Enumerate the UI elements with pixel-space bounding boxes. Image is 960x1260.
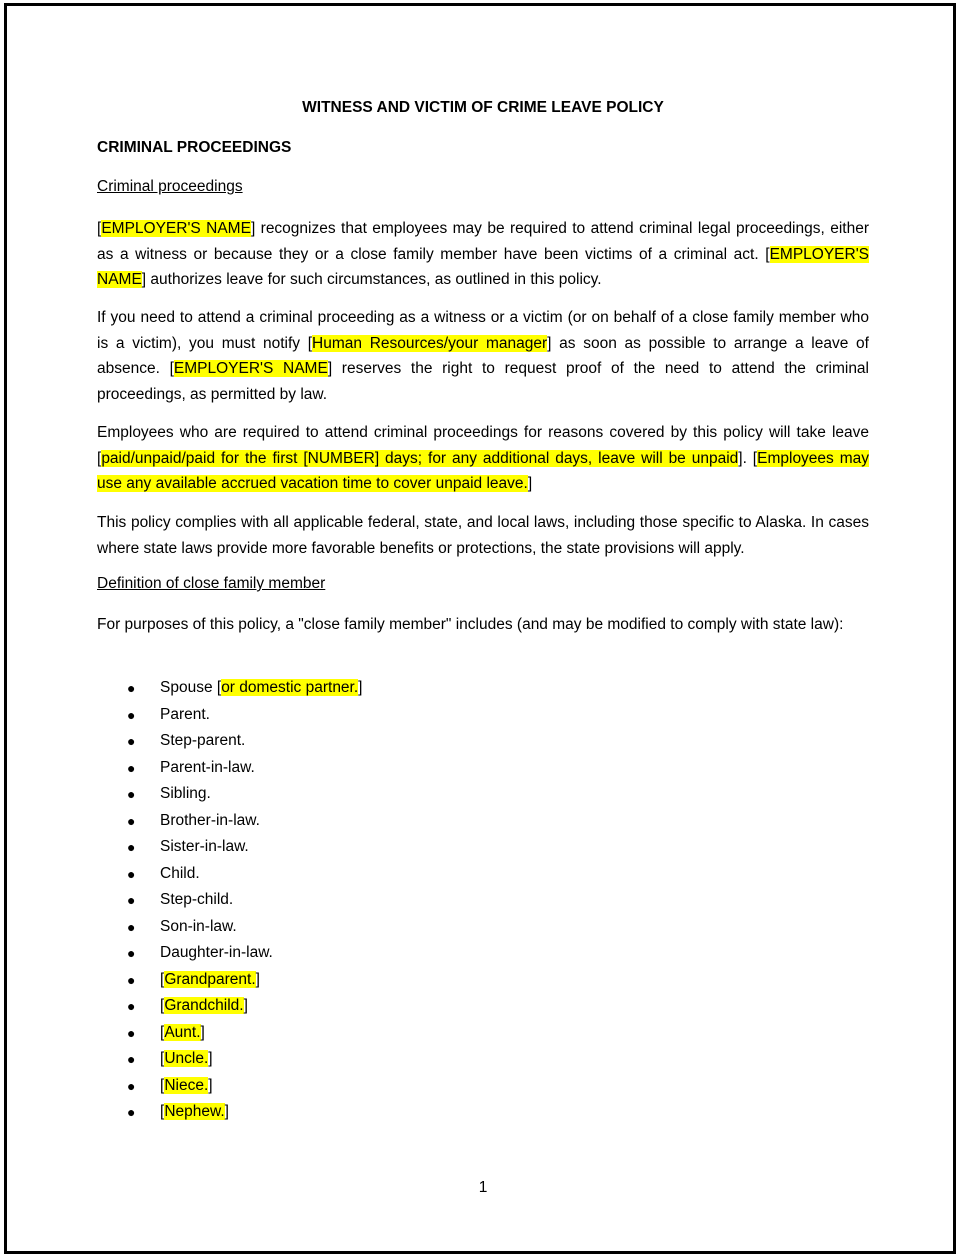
bullet-icon: ● bbox=[127, 812, 136, 829]
p1-text-c: ] recognizes that employees may be required to attend criminal legal proceedings, either as a witness or because they or a close family member have been victims of a criminal act. [ bbox=[97, 220, 869, 263]
p1-text-e: ] authorizes leave for such circumstances, as outlined in this policy. bbox=[141, 271, 602, 288]
p2-placeholder-employer-name: EMPLOYER'S NAME bbox=[173, 360, 328, 377]
page-number: 1 bbox=[478, 1179, 488, 1196]
list-item-text: Daughter-in-law. bbox=[160, 944, 273, 961]
paragraph-3 bbox=[97, 420, 869, 497]
list-item-placeholder: Uncle. bbox=[164, 1050, 209, 1067]
p3-placeholder-vacation: Employees may use any available accrued vacation time to cover unpaid leave. bbox=[97, 449, 869, 492]
list-item-text: Brother-in-law. bbox=[160, 811, 260, 829]
list-item bbox=[127, 1046, 362, 1073]
list-item-text: [ bbox=[160, 997, 165, 1014]
bullet-icon: ● bbox=[127, 1077, 136, 1094]
list-item bbox=[127, 781, 362, 808]
list-item-bracket: ] bbox=[358, 679, 363, 696]
list-item-text: Child. bbox=[160, 864, 200, 882]
p3-text-a: Employees who are required to attend criminal proceedings for reasons covered by this policy will take leave [ bbox=[97, 424, 869, 467]
p2-text-c: ] as soon as possible to arrange a leave of absence. [ bbox=[97, 334, 869, 377]
list-item bbox=[127, 728, 362, 755]
p2-text-a: If you need to attend a criminal proceeding as a witness or a victim (or on behalf of a close family member who is a victim), you must notify [ bbox=[97, 309, 869, 352]
bullet-icon: ● bbox=[127, 759, 136, 776]
bullet-icon: ● bbox=[127, 1051, 136, 1067]
bullet-icon: ● bbox=[127, 786, 136, 802]
p1-placeholder-employer-name-2: EMPLOYER'S NAME bbox=[97, 245, 869, 288]
bullet-icon: ● bbox=[127, 1104, 136, 1120]
list-item bbox=[127, 702, 362, 729]
list-item-text: [ bbox=[160, 1103, 165, 1120]
bullet-icon: ● bbox=[127, 1024, 136, 1041]
list-item-bracket: ] bbox=[243, 997, 248, 1014]
list-item-text: Parent-in-law. bbox=[160, 758, 255, 776]
p1-text-a: [ bbox=[97, 220, 102, 237]
list-item bbox=[127, 808, 362, 835]
list-item-bracket: ] bbox=[208, 1076, 213, 1094]
list-item-text: Son-in-law. bbox=[160, 917, 237, 935]
bullet-icon: ● bbox=[127, 680, 136, 696]
list-item-bracket: ] bbox=[224, 1103, 229, 1120]
document-page bbox=[4, 3, 956, 1254]
p3-placeholder-paid-unpaid: paid/unpaid/paid for the first [NUMBER] days; for any additional days, leave will be unpaid bbox=[101, 449, 739, 467]
paragraph-4: This policy complies with all applicable federal, state, and local laws, including those specific to Alaska. In cases where state laws provide more favorable benefits or protections, the state provisions will apply. bbox=[97, 514, 869, 557]
list-item bbox=[127, 834, 362, 861]
list-item bbox=[127, 1099, 362, 1126]
bullet-icon: ● bbox=[127, 945, 136, 961]
list-item bbox=[127, 755, 362, 782]
list-item-text: [ bbox=[160, 1076, 165, 1094]
paragraph-5: For purposes of this policy, a "close family member" includes (and may be modified to comply with state law): bbox=[97, 616, 844, 633]
paragraph-1 bbox=[97, 216, 869, 293]
list-item-bracket: ] bbox=[255, 970, 260, 988]
p3-text-c: ]. [ bbox=[738, 449, 758, 467]
bullet-icon: ● bbox=[127, 865, 136, 882]
list-item-placeholder: Nephew. bbox=[164, 1103, 225, 1120]
list-item bbox=[127, 887, 362, 914]
list-item-placeholder: Grandchild. bbox=[164, 997, 244, 1014]
subheading-close-family-member: Definition of close family member bbox=[97, 575, 326, 592]
list-item bbox=[127, 967, 362, 994]
list-item-bracket: ] bbox=[200, 1023, 205, 1041]
list-item bbox=[127, 993, 362, 1020]
list-item-placeholder: Aunt. bbox=[164, 1023, 201, 1041]
subheading-criminal-proceedings: Criminal proceedings bbox=[97, 178, 243, 195]
p2-placeholder-hr-manager: Human Resources/your manager bbox=[312, 334, 548, 352]
list-item-text: [ bbox=[160, 1023, 165, 1041]
section-heading: CRIMINAL PROCEEDINGS bbox=[97, 139, 292, 156]
list-item-text: Sibling. bbox=[160, 785, 211, 802]
bullet-icon: ● bbox=[127, 971, 136, 988]
p3-text-e: ] bbox=[527, 475, 533, 492]
bullet-icon: ● bbox=[127, 998, 136, 1014]
list-item-placeholder: or domestic partner. bbox=[221, 679, 359, 696]
list-item-text: Step-child. bbox=[160, 891, 234, 908]
list-item-bracket: ] bbox=[208, 1050, 213, 1067]
list-item bbox=[127, 675, 362, 702]
list-item-text: [ bbox=[160, 1050, 165, 1067]
list-item bbox=[127, 1073, 362, 1100]
list-item-text: [ bbox=[160, 970, 165, 988]
list-item bbox=[127, 940, 362, 967]
bullet-icon: ● bbox=[127, 892, 136, 908]
p2-text-e: ] reserves the right to request proof of the need to attend the criminal proceedings, as permitted by law. bbox=[97, 360, 869, 403]
document-title: WITNESS AND VICTIM OF CRIME LEAVE POLICY bbox=[302, 99, 664, 116]
list-item-placeholder: Niece. bbox=[164, 1076, 209, 1094]
list-item-text: Sister-in-law. bbox=[160, 838, 249, 855]
bullet-icon: ● bbox=[127, 733, 136, 749]
list-item-text: Parent. bbox=[160, 705, 210, 723]
list-item-placeholder: Grandparent. bbox=[164, 970, 256, 988]
family-member-list bbox=[127, 675, 362, 1126]
bullet-icon: ● bbox=[127, 839, 136, 855]
list-item-text: Step-parent. bbox=[160, 732, 246, 749]
p1-placeholder-employer-name: EMPLOYER'S NAME bbox=[101, 220, 251, 237]
list-item bbox=[127, 861, 362, 888]
list-item-text: Spouse [ bbox=[160, 679, 222, 696]
list-item bbox=[127, 914, 362, 941]
bullet-icon: ● bbox=[127, 918, 136, 935]
paragraph-2 bbox=[97, 305, 869, 407]
list-item bbox=[127, 1020, 362, 1047]
bullet-icon: ● bbox=[127, 706, 136, 723]
